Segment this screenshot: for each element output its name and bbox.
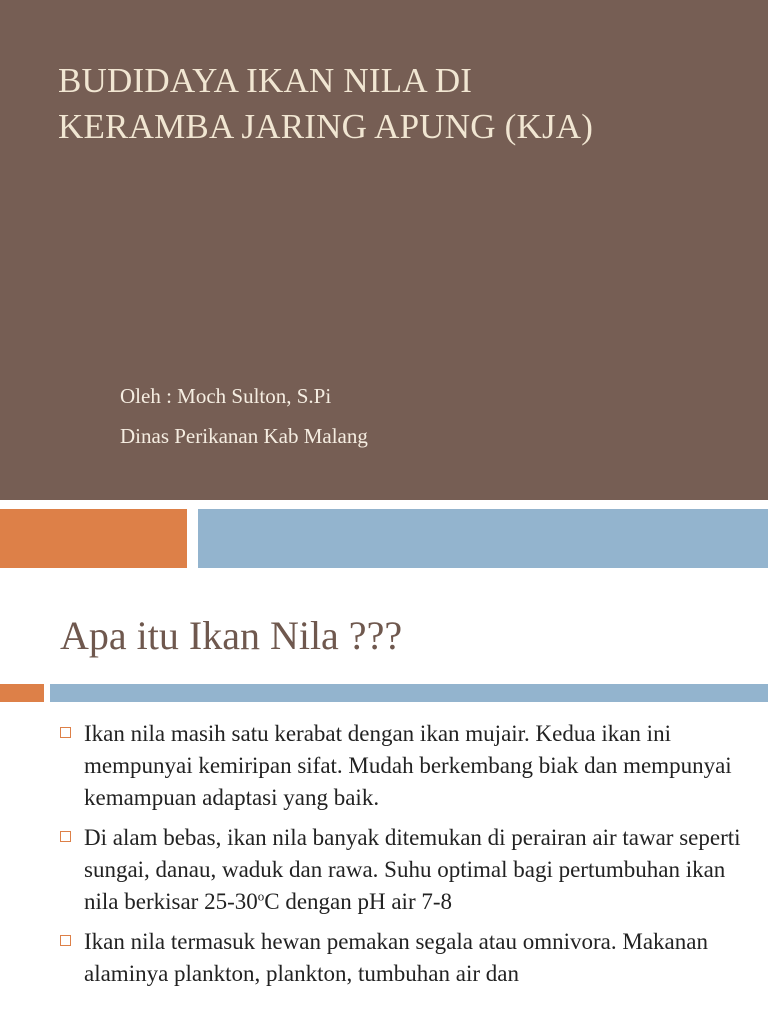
content-slide-title: Apa itu Ikan Nila ??? bbox=[60, 613, 403, 658]
square-bullet-icon bbox=[60, 727, 71, 738]
square-bullet-icon bbox=[60, 935, 71, 946]
bullet-list bbox=[60, 718, 750, 998]
title-slide bbox=[0, 0, 768, 500]
bullet-item bbox=[60, 718, 750, 814]
slide-title-line-1: BUDIDAYA IKAN NILA DI bbox=[58, 61, 473, 100]
accent-bar-orange bbox=[0, 509, 187, 568]
divider-bar-orange bbox=[0, 684, 44, 702]
divider-bar-blue bbox=[50, 684, 768, 702]
bullet-text: Ikan nila masih satu kerabat dengan ikan mujair. Kedua ikan ini mempunyai kemiripan sifat. Mudah berkembang biak dan mempunyai kemampuan adaptasi yang baik. bbox=[84, 721, 732, 810]
bullet-item bbox=[60, 926, 750, 990]
bullet-text-tail: C dengan pH air 7-8 bbox=[264, 889, 453, 914]
bullet-text: Di alam bebas, ikan nila banyak ditemukan di perairan air tawar seperti sungai, danau, waduk dan rawa. Suhu optimal bagi pertumbuhan ikan nila berkisar 25-30 bbox=[84, 825, 741, 914]
slide-title bbox=[58, 58, 738, 150]
square-bullet-icon bbox=[60, 831, 71, 842]
author-text: Oleh : Moch Sulton, S.Pi bbox=[120, 384, 332, 408]
bullet-text: Ikan nila termasuk hewan pemakan segala atau omnivora. Makanan alaminya plankton, plankton, tumbuhan air dan bbox=[84, 929, 708, 986]
organization-text: Dinas Perikanan Kab Malang bbox=[120, 424, 368, 448]
slide-title-line-2: KERAMBA JARING APUNG (KJA) bbox=[58, 107, 594, 146]
degree-symbol: o bbox=[257, 888, 265, 904]
bullet-item bbox=[60, 822, 750, 918]
accent-bar-blue bbox=[198, 509, 768, 568]
